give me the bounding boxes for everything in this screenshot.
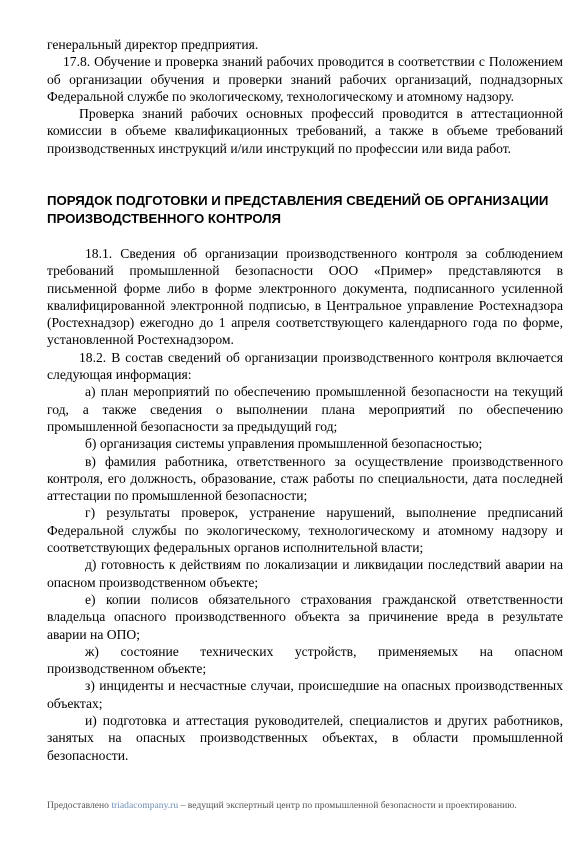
paragraph-17-8: 17.8. Обучение и проверка знаний рабочих проводится в соответствии с Положением об организации обучения и проверки знаний рабочих организаций, поднадзорных Федеральной службе по экологическому, технологическому и атомному надзору. (47, 54, 563, 104)
list-item-b: б) организация системы управления промышленной безопасностью; (85, 436, 483, 452)
footer-prefix: Предоставлено (47, 800, 112, 811)
section-18-text (47, 245, 563, 764)
list-item-v: в) фамилия работника, ответственного за осуществление производственного контроля, его должность, образование, стаж работы по специальности, дата последней аттестации по промышленной безопасности; (47, 453, 563, 504)
paragraph-18-2: 18.2. В состав сведений об организации производственного контроля включается следующая информация: (47, 349, 563, 383)
paragraph-18-1: 18.1. Сведения об организации производственного контроля за соблюдением требований промышленной безопасности ООО «Пример» представляются в письменной форме либо в форме электронного документа, подписанного усиленной квалифицированной электронной подписью, в Центральное управление Ростехнадзора (Ростехнадзор) ежегодно до 1 апреля соответствующего календарного года по форме, установленной Ростехнадзором. (47, 246, 563, 348)
list-item-d: д) готовность к действиям по локализации и ликвидации последствий аварии на опасном производственном объекте; (47, 557, 563, 590)
paragraph-knowledge-check: Проверка знаний рабочих основных профессий проводится в аттестационной комиссии в объеме квалификационных требований, а также в объеме требований производственных инструкций и/или инструкций по профессии или вида работ. (47, 106, 563, 156)
top-text-block (47, 36, 563, 157)
list-item-i: и) подготовка и аттестация руководителей, специалистов и других работников, занятых на опасных производственных объектах, в области промышленной безопасности. (47, 713, 563, 763)
list-item-e: е) копии полисов обязательного страхования гражданской ответственности владельца опасного производственного объекта за причинение вреда в результате аварии на ОПО; (47, 591, 563, 642)
list-item-zh: ж) состояние технических устройств, применяемых на опасном производственном объекте; (47, 643, 563, 677)
paragraph-continuation: генеральный директор предприятия. (47, 37, 259, 52)
section-heading: ПОРЯДОК ПОДГОТОВКИ И ПРЕДСТАВЛЕНИЯ СВЕДЕНИЙ ОБ ОРГАНИЗАЦИИ ПРОИЗВОДСТВЕННОГО КОНТРОЛЯ (47, 193, 549, 226)
page-footer (47, 800, 547, 812)
list-item-a: а) план мероприятий по обеспечению промышленной безопасности на текущий год, а также сведения о выполнении плана мероприятий по обеспечению промышленной безопасности за предыдущий год; (47, 384, 563, 434)
footer-suffix: – ведущий экспертный центр по промышленной безопасности и проектированию. (178, 800, 517, 811)
list-item-g: г) результаты проверок, устранение нарушений, выполнение предписаний Федеральной службы по экологическому, технологическому и атомному надзору и соответствующих федеральных органов исполнительной власти; (47, 505, 563, 556)
footer-link[interactable]: triadacompany.ru (111, 800, 179, 811)
list-item-z: з) инциденты и несчастные случаи, происшедшие на опасных производственных объектах; (47, 678, 563, 711)
